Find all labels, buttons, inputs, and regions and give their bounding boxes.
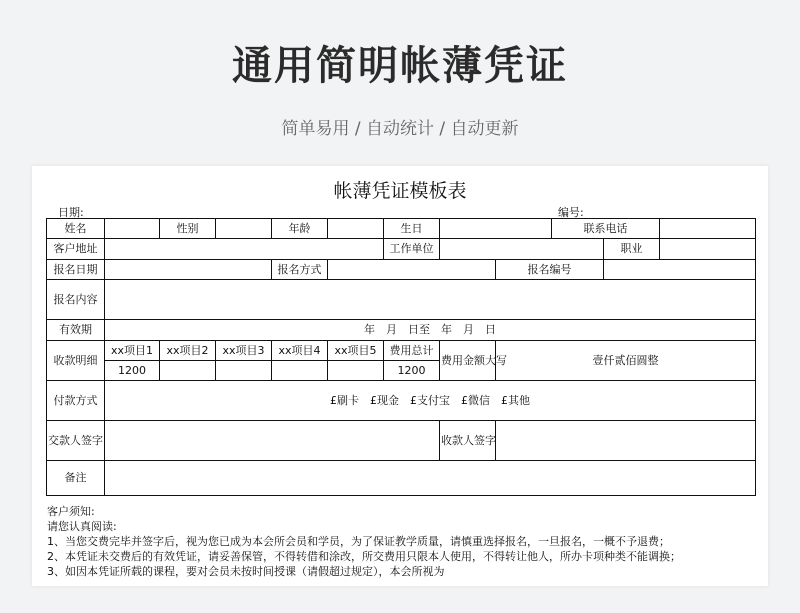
signup-number-value[interactable] xyxy=(604,260,756,280)
validity-label: 有效期 xyxy=(47,320,105,341)
remarks-label: 备注 xyxy=(47,461,105,496)
age-label: 年龄 xyxy=(272,219,328,239)
row-payment xyxy=(47,381,756,421)
payer-label: 交款人签字 xyxy=(47,421,105,461)
payer-signature[interactable] xyxy=(105,421,440,461)
signup-content-value[interactable] xyxy=(105,280,756,320)
total-label: 费用总计 xyxy=(384,341,440,361)
occupation-label: 职业 xyxy=(604,239,660,260)
address-label: 客户地址 xyxy=(47,239,105,260)
age-value[interactable] xyxy=(328,219,384,239)
birthday-label: 生日 xyxy=(384,219,440,239)
employer-label: 工作单位 xyxy=(384,239,440,260)
notes-item: 1、当您交费完毕并签字后，视为您已成为本会所会员和学员，为了保证教学质量，请慎重选择报名，一旦报名，一概不予退费； xyxy=(47,535,670,548)
receipt-value-5[interactable] xyxy=(328,361,384,381)
amount-words-value[interactable]: 壹仟贰佰圆整 xyxy=(496,341,756,381)
banner-title: 通用简明帐薄凭证 xyxy=(232,43,568,89)
receipt-item-2: xx项目2 xyxy=(160,341,216,361)
signup-date-label: 报名日期 xyxy=(47,260,105,280)
signup-number-label: 报名编号 xyxy=(496,260,604,280)
row-remarks xyxy=(47,461,756,496)
row-signature xyxy=(47,421,756,461)
receipt-item-4: xx项目4 xyxy=(272,341,328,361)
signup-date-value[interactable] xyxy=(105,260,272,280)
row-receipt-items xyxy=(47,341,756,361)
gender-label: 性别 xyxy=(160,219,216,239)
notes-item: 3、如因本凭证所载的课程，要对会员未按时间授课（请假超过规定），本会所视为 xyxy=(47,565,445,578)
receipt-item-5: xx项目5 xyxy=(328,341,384,361)
notes-intro: 请您认真阅读: xyxy=(47,520,117,533)
signup-content-label: 报名内容 xyxy=(47,280,105,320)
amount-words-label: 费用金额大写 xyxy=(440,341,496,381)
signup-method-label: 报名方式 xyxy=(272,260,328,280)
remarks-value[interactable] xyxy=(105,461,756,496)
receipt-item-1: xx项目1 xyxy=(105,341,160,361)
payment-options[interactable]: £刷卡 £现金 £支付宝 £微信 £其他 xyxy=(105,381,756,421)
receiver-signature[interactable] xyxy=(496,421,756,461)
row-basic-info xyxy=(47,219,756,239)
number-label: 编号: xyxy=(558,206,584,219)
banner-subtitle: 简单易用 / 自动统计 / 自动更新 xyxy=(281,119,519,139)
receipt-label: 收款明细 xyxy=(47,341,105,381)
birthday-value[interactable] xyxy=(440,219,552,239)
gender-value[interactable] xyxy=(216,219,272,239)
row-address xyxy=(47,239,756,260)
receipt-value-4[interactable] xyxy=(272,361,328,381)
row-signup xyxy=(47,260,756,280)
sheet-title: 帐薄凭证模板表 xyxy=(333,180,467,202)
voucher-sheet xyxy=(32,166,768,586)
validity-value[interactable]: 年 月 日至 年 月 日 xyxy=(105,320,756,341)
address-value[interactable] xyxy=(105,239,384,260)
name-value[interactable] xyxy=(105,219,160,239)
receipt-item-3: xx项目3 xyxy=(216,341,272,361)
phone-value[interactable] xyxy=(660,219,756,239)
receipt-value-1[interactable]: 1200 xyxy=(105,361,160,381)
name-label: 姓名 xyxy=(47,219,105,239)
customer-notes xyxy=(47,504,762,579)
date-label: 日期: xyxy=(58,206,84,219)
receiver-label: 收款人签字 xyxy=(440,421,496,461)
notes-item: 2、本凭证未交费后的有效凭证，请妥善保管，不得转借和涂改，所交费用只限本人使用，不得转让他人，所办卡项种类不能调换； xyxy=(47,550,681,563)
employer-value[interactable] xyxy=(440,239,604,260)
total-value[interactable]: 1200 xyxy=(384,361,440,381)
receipt-value-2[interactable] xyxy=(160,361,216,381)
occupation-value[interactable] xyxy=(660,239,756,260)
notes-heading: 客户须知: xyxy=(47,505,95,518)
row-validity xyxy=(47,320,756,341)
row-signup-content xyxy=(47,280,756,320)
payment-label: 付款方式 xyxy=(47,381,105,421)
receipt-value-3[interactable] xyxy=(216,361,272,381)
signup-method-value[interactable] xyxy=(328,260,496,280)
voucher-form xyxy=(46,218,756,496)
phone-label: 联系电话 xyxy=(552,219,660,239)
